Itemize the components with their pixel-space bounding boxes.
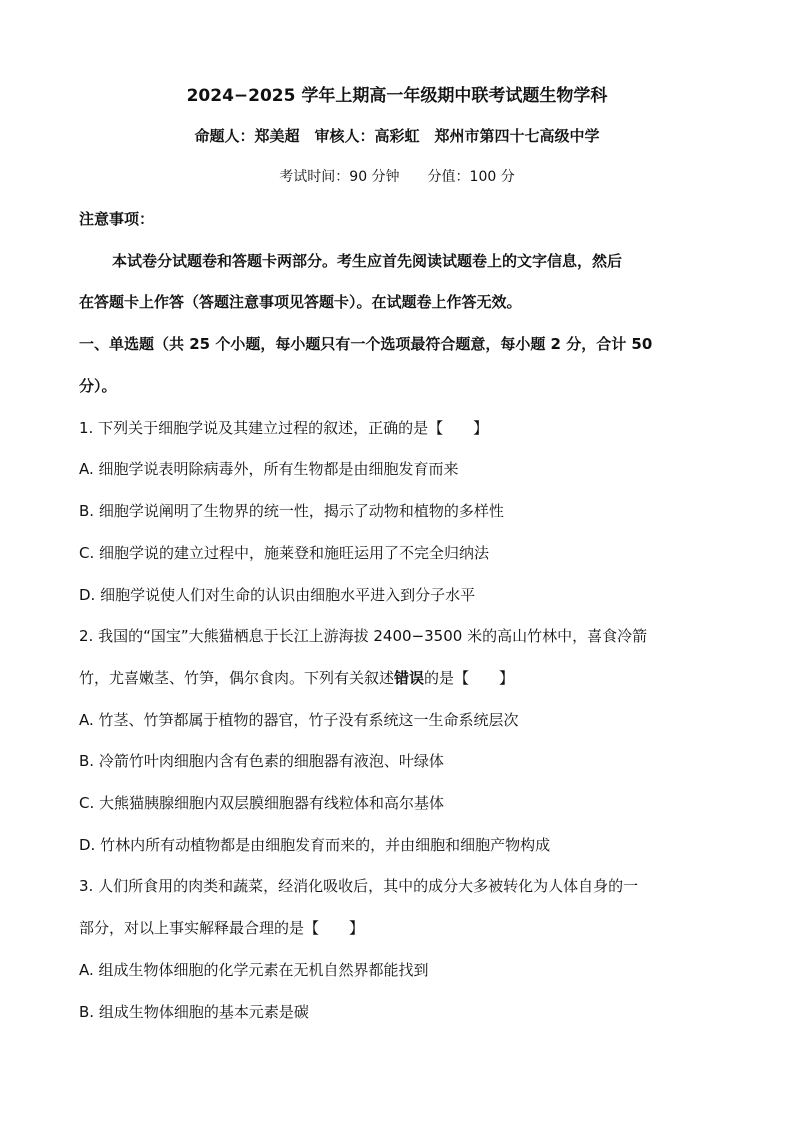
question-3-option-b: B. 组成生物体细胞的基本元素是碳 [79, 1003, 309, 1021]
question-2-option-c: C. 大熊猫胰腺细胞内双层膜细胞器有线粒体和高尔基体 [79, 794, 445, 812]
notice-line-2: 在答题卡上作答（答题注意事项见答题卡）。在试题卷上作答无效。 [79, 293, 522, 311]
exam-info: 考试时间：90 分钟 分值：100 分 [279, 169, 515, 185]
question-2-stem-line-2 [79, 668, 719, 688]
question-2-stem-tail: 的是【 】 [424, 669, 515, 687]
notice-heading: 注意事项： [79, 210, 155, 228]
question-3-option-a: A. 组成生物体细胞的化学元素在无机自然界都能找到 [79, 961, 429, 979]
question-2-stem-line-1: 2. 我国的“国宝”大熊猫栖息于长江上游海拔 2400−3500 米的高山竹林中，喜食冷箭 [79, 627, 648, 645]
question-3-stem-line-1: 3. 人们所食用的肉类和蔬菜，经消化吸收后，其中的成分大多被转化为人体自身的一 [79, 877, 639, 895]
question-1-stem: 1. 下列关于细胞学说及其建立过程的叙述，正确的是【 】 [79, 419, 489, 437]
author-line: 命题人：郑美超 审核人：高彩虹 郑州市第四十七高级中学 [194, 127, 600, 145]
question-2-option-b: B. 冷箭竹叶肉细胞内含有色素的细胞器有液泡、叶绿体 [79, 752, 444, 770]
section-heading-line-1: 一、单选题（共 25 个小题，每小题只有一个选项最符合题意，每小题 2 分，合计 50 [79, 335, 653, 353]
exam-title: 2024−2025 学年上期高一年级期中联考试题生物学科 [186, 86, 608, 106]
question-1-option-d: D. 细胞学说使人们对生命的认识由细胞水平进入到分子水平 [79, 586, 476, 604]
question-1-option-b: B. 细胞学说阐明了生物界的统一性，揭示了动物和植物的多样性 [79, 502, 504, 520]
question-1-option-a: A. 细胞学说表明除病毒外，所有生物都是由细胞发育而来 [79, 460, 459, 478]
question-2-stem-text: 竹，尤喜嫩茎、竹笋，偶尔食肉。下列有关叙述 [79, 669, 395, 687]
question-2-option-d: D. 竹林内所有动植物都是由细胞发育而来的，并由细胞和细胞产物构成 [79, 836, 551, 854]
question-2-emphasis: 错误 [394, 669, 425, 687]
question-1-option-c: C. 细胞学说的建立过程中，施莱登和施旺运用了不完全归纳法 [79, 544, 490, 562]
question-3-stem-line-2: 部分，对以上事实解释最合理的是【 】 [79, 919, 365, 937]
section-heading-line-2: 分）。 [79, 377, 117, 395]
question-2-option-a: A. 竹茎、竹笋都属于植物的器官，竹子没有系统这一生命系统层次 [79, 711, 519, 729]
notice-line-1: 本试卷分试题卷和答题卡两部分。考生应首先阅读试题卷上的文字信息，然后 [112, 252, 623, 270]
